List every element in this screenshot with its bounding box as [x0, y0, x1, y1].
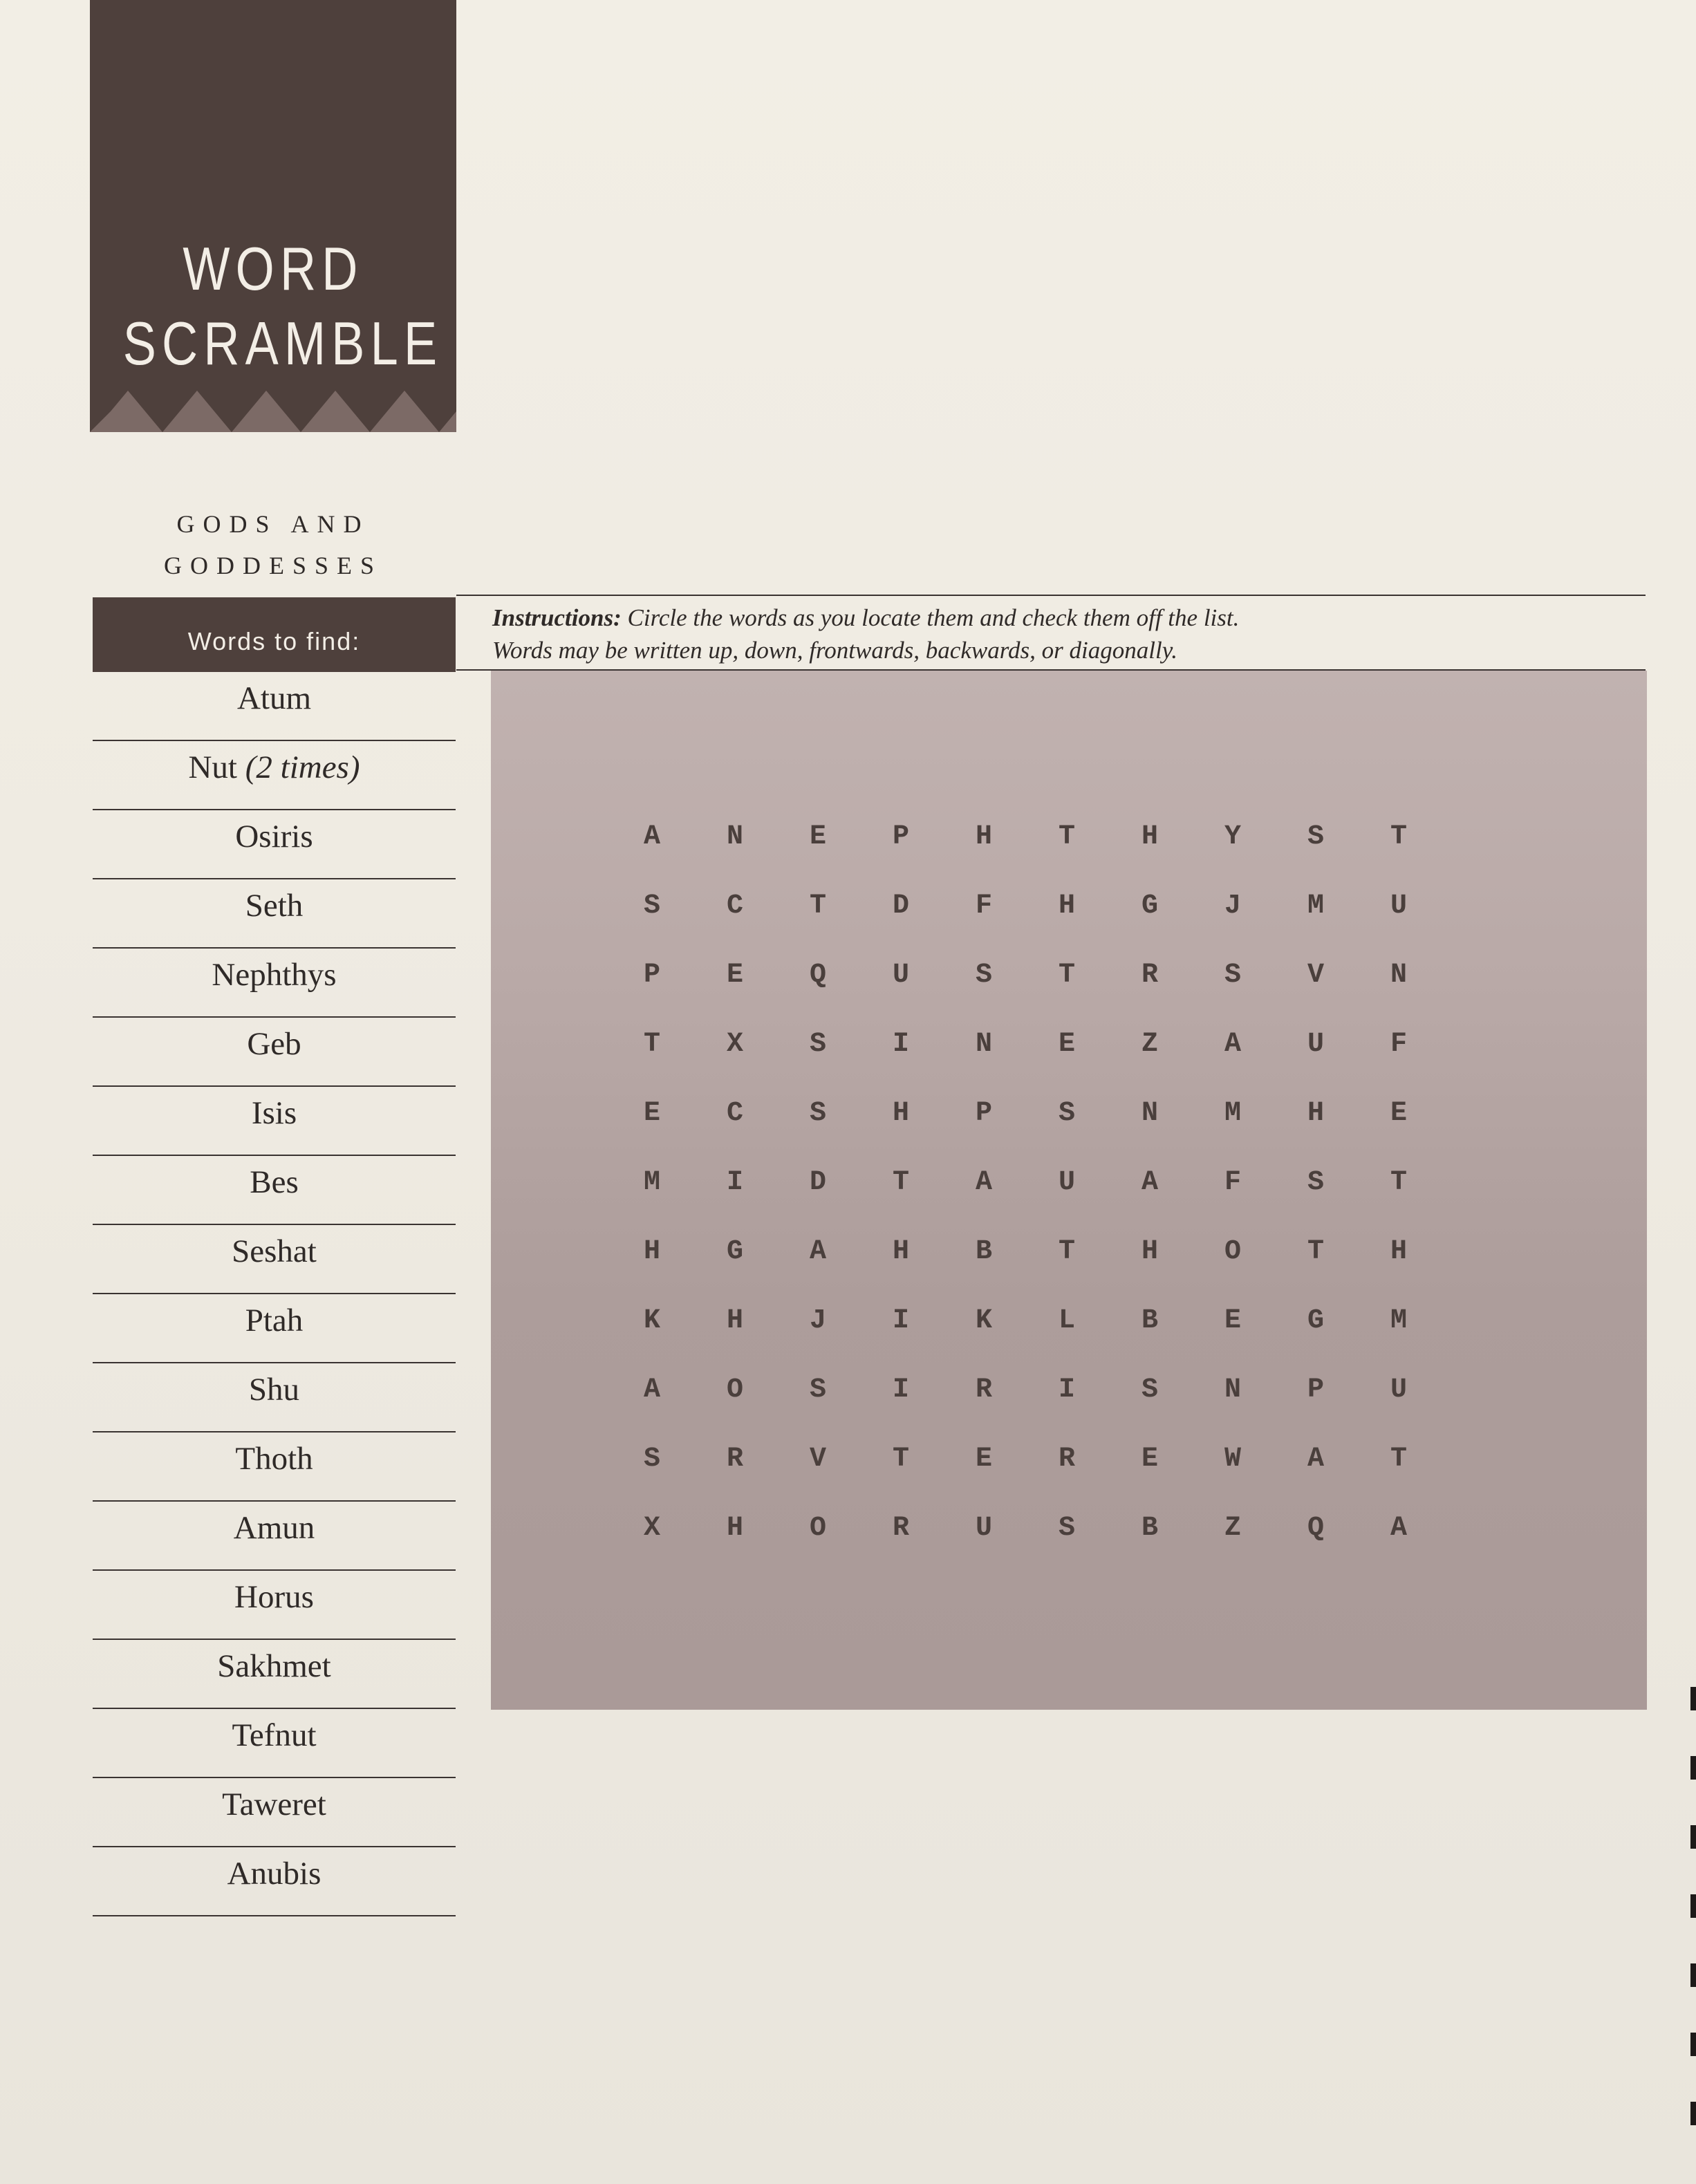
grid-letter[interactable]: N — [726, 821, 743, 852]
grid-letter[interactable]: U — [1307, 1029, 1324, 1060]
grid-letter[interactable]: J — [809, 1305, 826, 1336]
binding-mark — [1690, 1756, 1696, 1780]
word-note: (2 times) — [245, 749, 360, 785]
grid-letter[interactable]: E — [1141, 1444, 1158, 1475]
grid-letter[interactable]: I — [1058, 1374, 1075, 1406]
grid-letter[interactable]: S — [975, 960, 992, 991]
subtitle-line-1: GODS AND — [176, 510, 370, 538]
word-list-item[interactable] — [93, 879, 456, 949]
grid-letter[interactable]: U — [892, 960, 909, 991]
word-text: Atum — [236, 680, 312, 716]
grid-letter[interactable]: M — [1224, 1098, 1241, 1129]
word-list-item[interactable] — [93, 672, 456, 741]
letter-grid — [643, 816, 1482, 1577]
word-text: Thoth — [235, 1441, 313, 1477]
grid-letter[interactable]: E — [1058, 1029, 1075, 1060]
grid-letter[interactable]: F — [1390, 1029, 1407, 1060]
grid-letter[interactable]: N — [975, 1029, 992, 1060]
grid-letter[interactable]: F — [975, 890, 992, 922]
word-text: Bes — [250, 1164, 299, 1200]
grid-letter[interactable]: T — [1307, 1236, 1324, 1267]
grid-letter[interactable]: S — [1141, 1374, 1158, 1406]
word-text: Isis — [251, 1095, 297, 1131]
grid-letter[interactable]: O — [1224, 1236, 1241, 1267]
word-text: Ptah — [245, 1303, 304, 1338]
grid-letter[interactable]: Y — [1224, 821, 1241, 852]
grid-letter[interactable]: V — [809, 1444, 826, 1475]
grid-letter[interactable]: R — [1141, 960, 1158, 991]
grid-letter[interactable]: R — [726, 1444, 743, 1475]
grid-letter[interactable]: A — [643, 821, 660, 852]
grid-letter[interactable]: T — [1058, 821, 1075, 852]
word-text: Taweret — [222, 1786, 326, 1822]
grid-letter[interactable]: H — [643, 1236, 660, 1267]
grid-letter[interactable]: T — [892, 1444, 909, 1475]
grid-letter[interactable]: T — [809, 890, 826, 922]
grid-letter[interactable]: A — [1141, 1167, 1158, 1198]
instructions-text — [492, 601, 1626, 666]
title-banner — [90, 0, 456, 432]
binding-mark — [1690, 2102, 1696, 2125]
word-list-item[interactable] — [93, 1156, 456, 1225]
grid-letter[interactable]: Z — [1141, 1029, 1158, 1060]
grid-letter[interactable]: P — [1307, 1374, 1324, 1406]
grid-letter[interactable]: H — [726, 1305, 743, 1336]
subtitle-line-2: GODDESSES — [163, 552, 383, 579]
binding-mark — [1690, 1894, 1696, 1918]
word-text: Anubis — [227, 1856, 322, 1892]
words-to-find-header: Words to find: — [93, 597, 456, 672]
grid-letter[interactable]: U — [1390, 890, 1407, 922]
word-list-item[interactable] — [93, 1709, 456, 1778]
grid-letter[interactable]: X — [726, 1029, 743, 1060]
word-text: Horus — [234, 1579, 314, 1615]
grid-letter[interactable]: S — [643, 890, 660, 922]
word-list-item[interactable] — [93, 1847, 456, 1916]
word-text: Sakhmet — [217, 1648, 331, 1684]
page-title — [122, 232, 443, 381]
grid-letter[interactable]: R — [892, 1513, 909, 1544]
grid-letter[interactable]: E — [809, 821, 826, 852]
grid-letter[interactable]: O — [726, 1374, 743, 1406]
grid-letter[interactable]: P — [892, 821, 909, 852]
binding-mark — [1690, 2033, 1696, 2056]
grid-letter[interactable]: T — [1390, 1167, 1407, 1198]
word-list-item[interactable] — [93, 1225, 456, 1294]
grid-letter[interactable]: D — [809, 1167, 826, 1198]
word-text: Seth — [245, 888, 304, 924]
grid-letter[interactable]: A — [643, 1374, 660, 1406]
grid-letter[interactable]: U — [1390, 1374, 1407, 1406]
word-text: Nut — [188, 749, 237, 785]
grid-letter[interactable]: G — [1141, 890, 1158, 922]
word-list-item[interactable] — [93, 1432, 456, 1502]
grid-letter[interactable]: T — [892, 1167, 909, 1198]
word-list-item[interactable] — [93, 741, 456, 810]
grid-letter[interactable]: N — [1141, 1098, 1158, 1129]
word-list-item[interactable] — [93, 1018, 456, 1087]
instructions-line-1: Circle the words as you locate them and check them off the list. — [627, 604, 1240, 631]
grid-letter[interactable]: H — [1141, 1236, 1158, 1267]
grid-letter[interactable]: F — [1224, 1167, 1241, 1198]
word-text: Tefnut — [232, 1717, 317, 1753]
grid-letter[interactable]: N — [1390, 960, 1407, 991]
grid-letter[interactable]: S — [1058, 1513, 1075, 1544]
instructions-top-rule — [456, 595, 1646, 596]
grid-letter[interactable]: R — [975, 1374, 992, 1406]
word-list-item[interactable] — [93, 1294, 456, 1363]
grid-letter[interactable]: S — [1307, 1167, 1324, 1198]
word-text: Amun — [233, 1510, 315, 1546]
grid-letter[interactable]: I — [726, 1167, 743, 1198]
grid-letter[interactable]: T — [1058, 1236, 1075, 1267]
grid-letter[interactable]: S — [809, 1098, 826, 1129]
word-list-item[interactable] — [93, 810, 456, 879]
grid-letter[interactable]: A — [1390, 1513, 1407, 1544]
grid-letter[interactable]: E — [726, 960, 743, 991]
grid-letter[interactable]: A — [1307, 1444, 1324, 1475]
grid-letter[interactable]: E — [975, 1444, 992, 1475]
grid-letter[interactable]: C — [726, 890, 743, 922]
grid-letter[interactable]: S — [1307, 821, 1324, 852]
grid-letter[interactable]: M — [643, 1167, 660, 1198]
grid-letter[interactable]: G — [1307, 1305, 1324, 1336]
puzzle-subtitle — [90, 503, 456, 586]
grid-letter[interactable]: U — [1058, 1167, 1075, 1198]
grid-letter[interactable]: R — [1058, 1444, 1075, 1475]
grid-letter[interactable]: B — [975, 1236, 992, 1267]
word-list-item[interactable] — [93, 1502, 456, 1571]
grid-letter[interactable]: Q — [809, 960, 826, 991]
word-list-item[interactable] — [93, 1363, 456, 1432]
grid-letter[interactable]: E — [1224, 1305, 1241, 1336]
grid-letter[interactable]: H — [1390, 1236, 1407, 1267]
grid-letter[interactable]: H — [1058, 890, 1075, 922]
word-text: Seshat — [232, 1233, 317, 1269]
grid-letter[interactable]: I — [892, 1305, 909, 1336]
grid-letter[interactable]: E — [643, 1098, 660, 1129]
instructions-label: Instructions: — [492, 604, 622, 631]
word-list-item[interactable] — [93, 1571, 456, 1640]
grid-letter[interactable]: B — [1141, 1305, 1158, 1336]
grid-letter[interactable]: S — [643, 1444, 660, 1475]
grid-letter[interactable]: H — [892, 1098, 909, 1129]
grid-letter[interactable]: M — [1307, 890, 1324, 922]
grid-letter[interactable]: L — [1058, 1305, 1075, 1336]
word-text: Geb — [247, 1026, 301, 1062]
word-list-item[interactable] — [93, 1640, 456, 1709]
grid-letter[interactable]: M — [1390, 1305, 1407, 1336]
grid-letter[interactable]: K — [643, 1305, 660, 1336]
grid-letter[interactable]: S — [1058, 1098, 1075, 1129]
grid-letter[interactable]: D — [892, 890, 909, 922]
grid-letter[interactable]: C — [726, 1098, 743, 1129]
title-line-2: SCRAMBLE — [122, 309, 443, 377]
banner-zigzag-decoration — [90, 391, 456, 432]
grid-letter[interactable]: S — [809, 1029, 826, 1060]
grid-letter[interactable]: A — [1224, 1029, 1241, 1060]
grid-letter[interactable]: P — [643, 960, 660, 991]
grid-letter[interactable]: G — [726, 1236, 743, 1267]
grid-letter[interactable]: N — [1224, 1374, 1241, 1406]
grid-letter[interactable]: P — [975, 1098, 992, 1129]
word-list-item[interactable] — [93, 1778, 456, 1847]
word-text: Nephthys — [212, 957, 337, 993]
title-line-1: WORD — [183, 234, 364, 303]
grid-letter[interactable]: H — [1307, 1098, 1324, 1129]
grid-letter[interactable]: Z — [1224, 1513, 1241, 1544]
grid-letter[interactable]: U — [975, 1513, 992, 1544]
word-text: Shu — [248, 1372, 300, 1408]
grid-letter[interactable]: X — [643, 1513, 660, 1544]
grid-letter[interactable]: V — [1307, 960, 1324, 991]
grid-letter[interactable]: W — [1224, 1444, 1241, 1475]
grid-letter[interactable]: E — [1390, 1098, 1407, 1129]
word-list — [93, 672, 456, 1916]
grid-letter[interactable]: B — [1141, 1513, 1158, 1544]
grid-letter[interactable]: J — [1224, 890, 1241, 922]
grid-letter[interactable]: H — [892, 1236, 909, 1267]
grid-letter[interactable]: S — [1224, 960, 1241, 991]
grid-letter[interactable]: I — [892, 1374, 909, 1406]
grid-letter[interactable]: I — [892, 1029, 909, 1060]
grid-letter[interactable]: Q — [1307, 1513, 1324, 1544]
word-list-item[interactable] — [93, 949, 456, 1018]
grid-letter[interactable]: S — [809, 1374, 826, 1406]
grid-letter[interactable]: H — [975, 821, 992, 852]
word-list-item[interactable] — [93, 1087, 456, 1156]
grid-letter[interactable]: T — [1058, 960, 1075, 991]
instructions-line-2: Words may be written up, down, frontwards, backwards, or diagonally. — [492, 637, 1178, 664]
binding-mark — [1690, 1825, 1696, 1849]
grid-letter[interactable]: H — [726, 1513, 743, 1544]
binding-mark — [1690, 1687, 1696, 1710]
word-text: Osiris — [235, 819, 313, 855]
grid-letter[interactable]: H — [1141, 821, 1158, 852]
grid-letter[interactable]: O — [809, 1513, 826, 1544]
grid-letter[interactable]: A — [975, 1167, 992, 1198]
grid-letter[interactable]: T — [643, 1029, 660, 1060]
grid-letter[interactable]: A — [809, 1236, 826, 1267]
binding-mark — [1690, 1963, 1696, 1987]
grid-letter[interactable]: T — [1390, 1444, 1407, 1475]
grid-letter[interactable]: K — [975, 1305, 992, 1336]
grid-letter[interactable]: T — [1390, 821, 1407, 852]
